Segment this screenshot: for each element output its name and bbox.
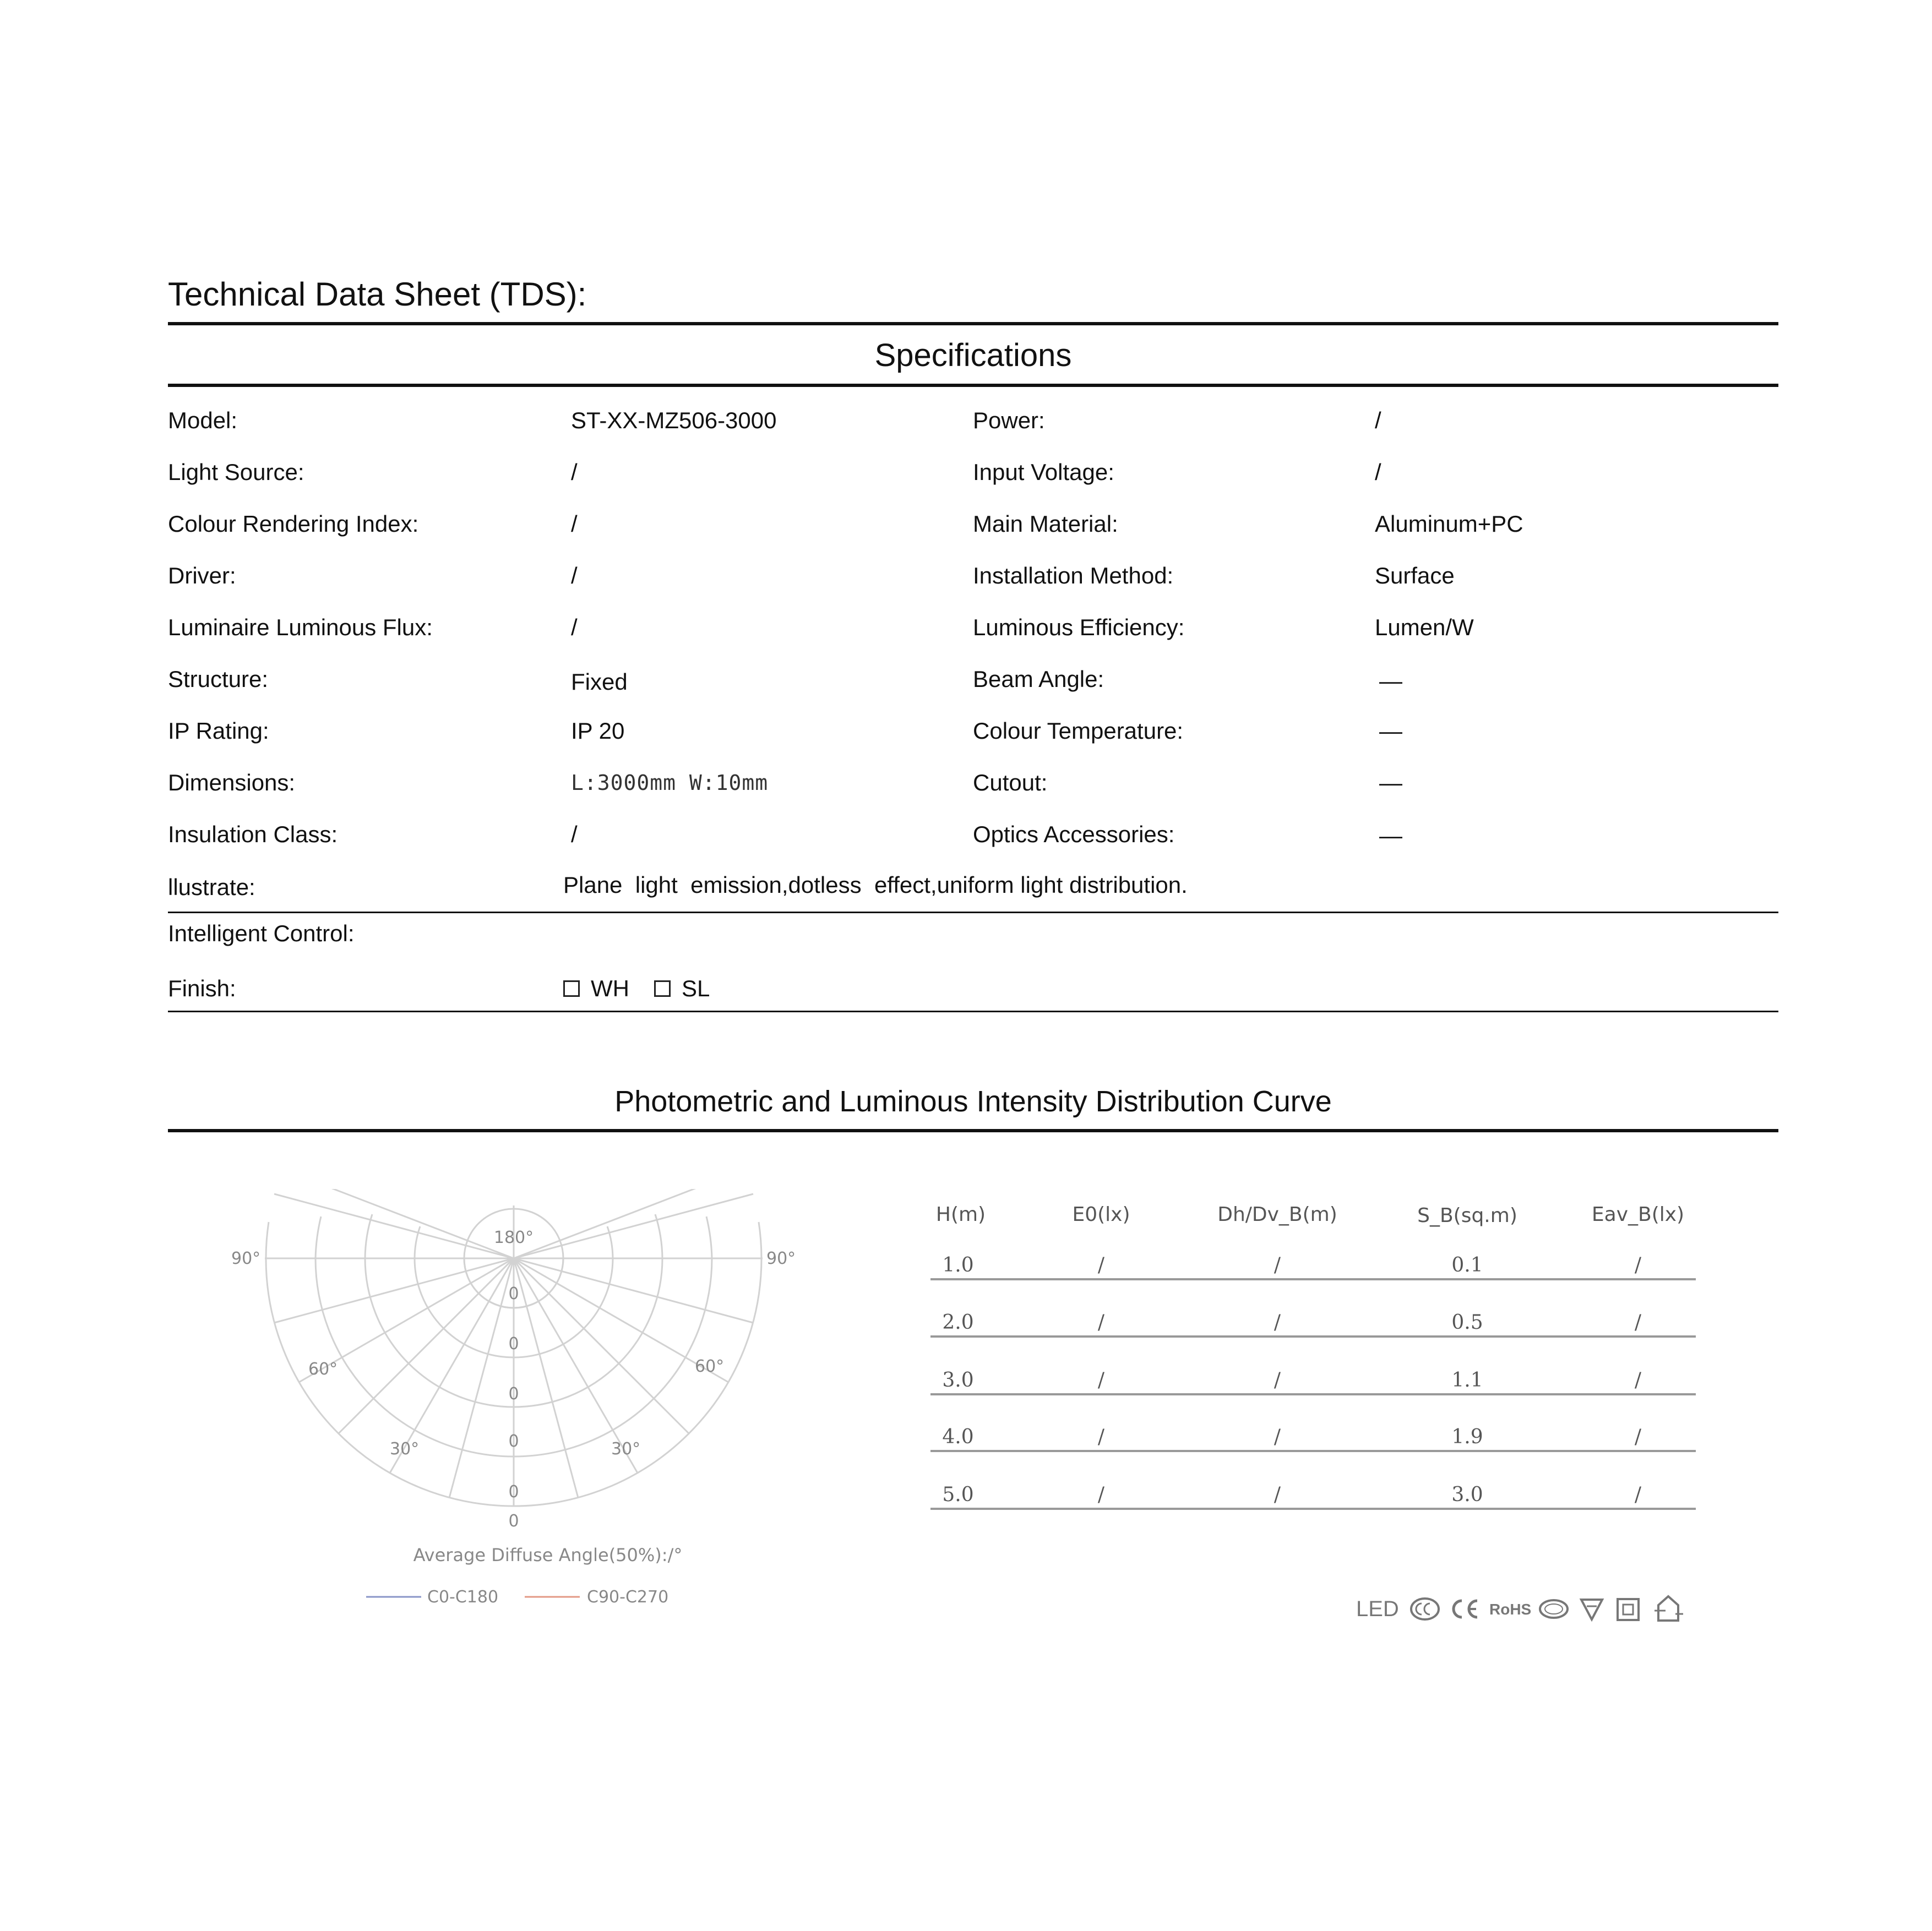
column-header: H(m)	[935, 1203, 986, 1226]
row-divider	[930, 1335, 1696, 1338]
spec-value: Fixed	[571, 669, 628, 695]
spec-label: Installation Method:	[973, 563, 1174, 588]
column-header: S_B(sq.m)	[1417, 1204, 1517, 1227]
spec-value: /	[571, 511, 578, 537]
table-cell: 1.1	[1451, 1369, 1483, 1392]
spec-label: Cutout:	[973, 770, 1048, 795]
angle-label-180: 180°	[493, 1228, 534, 1247]
table-cell: /	[1634, 1483, 1642, 1506]
angle-label-30-left: 30°	[390, 1439, 420, 1459]
divider	[168, 384, 1778, 387]
column-header: Dh/Dv_B(m)	[1217, 1203, 1337, 1226]
spec-value: —	[1379, 822, 1402, 848]
checkbox-icon[interactable]	[563, 980, 580, 997]
angle-label-60-left: 60°	[308, 1360, 338, 1379]
illustrate-value: Plane light emission,dotless effect,uniform light distribution.	[563, 872, 1188, 898]
finish-option-label: SL	[682, 975, 710, 1001]
average-diffuse-angle-caption: Average Diffuse Angle(50%):/°	[413, 1545, 683, 1565]
table-cell: /	[1274, 1483, 1281, 1506]
table-cell: /	[1634, 1426, 1642, 1448]
indoor-use-icon	[1655, 1596, 1683, 1621]
ce-icon	[1454, 1601, 1477, 1617]
spec-label: Colour Rendering Index:	[168, 511, 419, 537]
intelligent-control-label: Intelligent Control:	[168, 920, 355, 946]
table-cell: 1.0	[942, 1254, 974, 1277]
spec-value: /	[571, 614, 578, 640]
fcc-triangle-icon	[1581, 1600, 1602, 1619]
table-cell: /	[1097, 1483, 1105, 1506]
column-header: Eav_B(lx)	[1591, 1203, 1685, 1226]
legend-label-c90-c270: C90-C270	[587, 1588, 669, 1607]
angle-label-90-right: 90°	[766, 1249, 796, 1268]
spec-value: ST-XX-MZ506-3000	[571, 407, 777, 433]
table-cell: /	[1097, 1254, 1105, 1277]
spec-value: /	[1375, 459, 1381, 485]
radial-value: 0	[508, 1512, 519, 1531]
spec-value: Aluminum+PC	[1375, 511, 1523, 537]
table-cell: 3.0	[1451, 1483, 1483, 1506]
table-cell: /	[1274, 1254, 1281, 1277]
table-cell: /	[1097, 1369, 1105, 1392]
polar-intensity-diagram	[209, 1189, 826, 1618]
table-cell: 3.0	[942, 1369, 974, 1392]
table-cell: /	[1097, 1426, 1105, 1448]
divider	[168, 912, 1778, 913]
table-cell: /	[1634, 1369, 1642, 1392]
table-cell: 2.0	[942, 1311, 974, 1334]
spec-label: Colour Temperature:	[973, 718, 1184, 744]
spec-value: L:3000mm W:10mm	[571, 771, 769, 795]
spec-label: Main Material:	[973, 511, 1118, 537]
spec-value: —	[1379, 668, 1402, 694]
spec-label: Structure:	[168, 666, 269, 692]
spec-value: /	[571, 459, 578, 485]
table-cell: 4.0	[942, 1426, 974, 1448]
spec-label: IP Rating:	[168, 718, 269, 744]
spec-label: Optics Accessories:	[973, 821, 1175, 847]
spec-label: Light Source:	[168, 459, 304, 485]
spec-value: /	[571, 821, 578, 847]
row-divider	[930, 1450, 1696, 1452]
divider	[168, 1129, 1778, 1132]
spec-label: Input Voltage:	[973, 459, 1114, 485]
angle-label-30-right: 30°	[611, 1439, 641, 1459]
spec-label: Driver:	[168, 563, 236, 588]
double-insulation-icon	[1618, 1599, 1639, 1620]
radial-value: 0	[508, 1482, 519, 1502]
checkbox-icon[interactable]	[654, 980, 671, 997]
spec-value: /	[1375, 407, 1381, 433]
table-cell: 0.1	[1451, 1254, 1483, 1277]
spec-label: Power:	[973, 407, 1045, 433]
spec-value: —	[1379, 770, 1402, 795]
angle-label-90-left: 90°	[231, 1249, 261, 1268]
row-divider	[930, 1393, 1696, 1395]
divider	[168, 322, 1778, 325]
ccc-icon	[1411, 1599, 1439, 1619]
finish-option-sl[interactable]	[654, 975, 710, 1002]
spec-label: Model:	[168, 407, 238, 433]
spec-label: Dimensions:	[168, 770, 296, 795]
cqc-icon	[1540, 1600, 1568, 1618]
table-cell: /	[1274, 1311, 1281, 1334]
spec-label: Luminous Efficiency:	[973, 614, 1185, 640]
row-divider	[930, 1508, 1696, 1510]
radial-value: 0	[508, 1284, 519, 1303]
column-header: E0(lx)	[1072, 1203, 1130, 1226]
table-cell: /	[1274, 1426, 1281, 1448]
spec-value: —	[1379, 718, 1402, 744]
illustrate-label: llustrate:	[168, 874, 255, 900]
spec-label: Luminaire Luminous Flux:	[168, 614, 433, 640]
rohs-mark: RoHS	[1489, 1601, 1532, 1618]
radial-value: 0	[508, 1432, 519, 1451]
led-mark: LED	[1356, 1597, 1399, 1621]
spec-label: Insulation Class:	[168, 821, 338, 847]
table-cell: 1.9	[1451, 1426, 1483, 1448]
row-divider	[930, 1278, 1696, 1280]
table-cell: /	[1634, 1311, 1642, 1334]
table-cell: /	[1274, 1369, 1281, 1392]
table-cell: 0.5	[1451, 1311, 1483, 1334]
spec-value: Lumen/W	[1375, 614, 1474, 640]
radial-value: 0	[508, 1334, 519, 1354]
spec-label: Beam Angle:	[973, 666, 1104, 692]
divider	[168, 1011, 1778, 1012]
finish-option-wh[interactable]	[563, 975, 629, 1002]
angle-label-60-right: 60°	[695, 1357, 725, 1376]
radial-value: 0	[508, 1384, 519, 1404]
photometric-heading: Photometric and Luminous Intensity Distribution Curve	[614, 1085, 1332, 1118]
table-cell: /	[1097, 1311, 1105, 1334]
table-cell: 5.0	[942, 1483, 974, 1506]
specifications-heading: Specifications	[874, 337, 1072, 373]
document-title: Technical Data Sheet (TDS):	[168, 276, 587, 313]
spec-value: Surface	[1375, 563, 1455, 588]
finish-option-label: WH	[591, 975, 629, 1001]
legend-label-c0-c180: C0-C180	[427, 1588, 499, 1607]
finish-label: Finish:	[168, 975, 236, 1001]
spec-value: /	[571, 563, 578, 588]
certification-marks	[1352, 1585, 1704, 1629]
spec-value: IP 20	[571, 718, 625, 744]
table-cell: /	[1634, 1254, 1642, 1277]
